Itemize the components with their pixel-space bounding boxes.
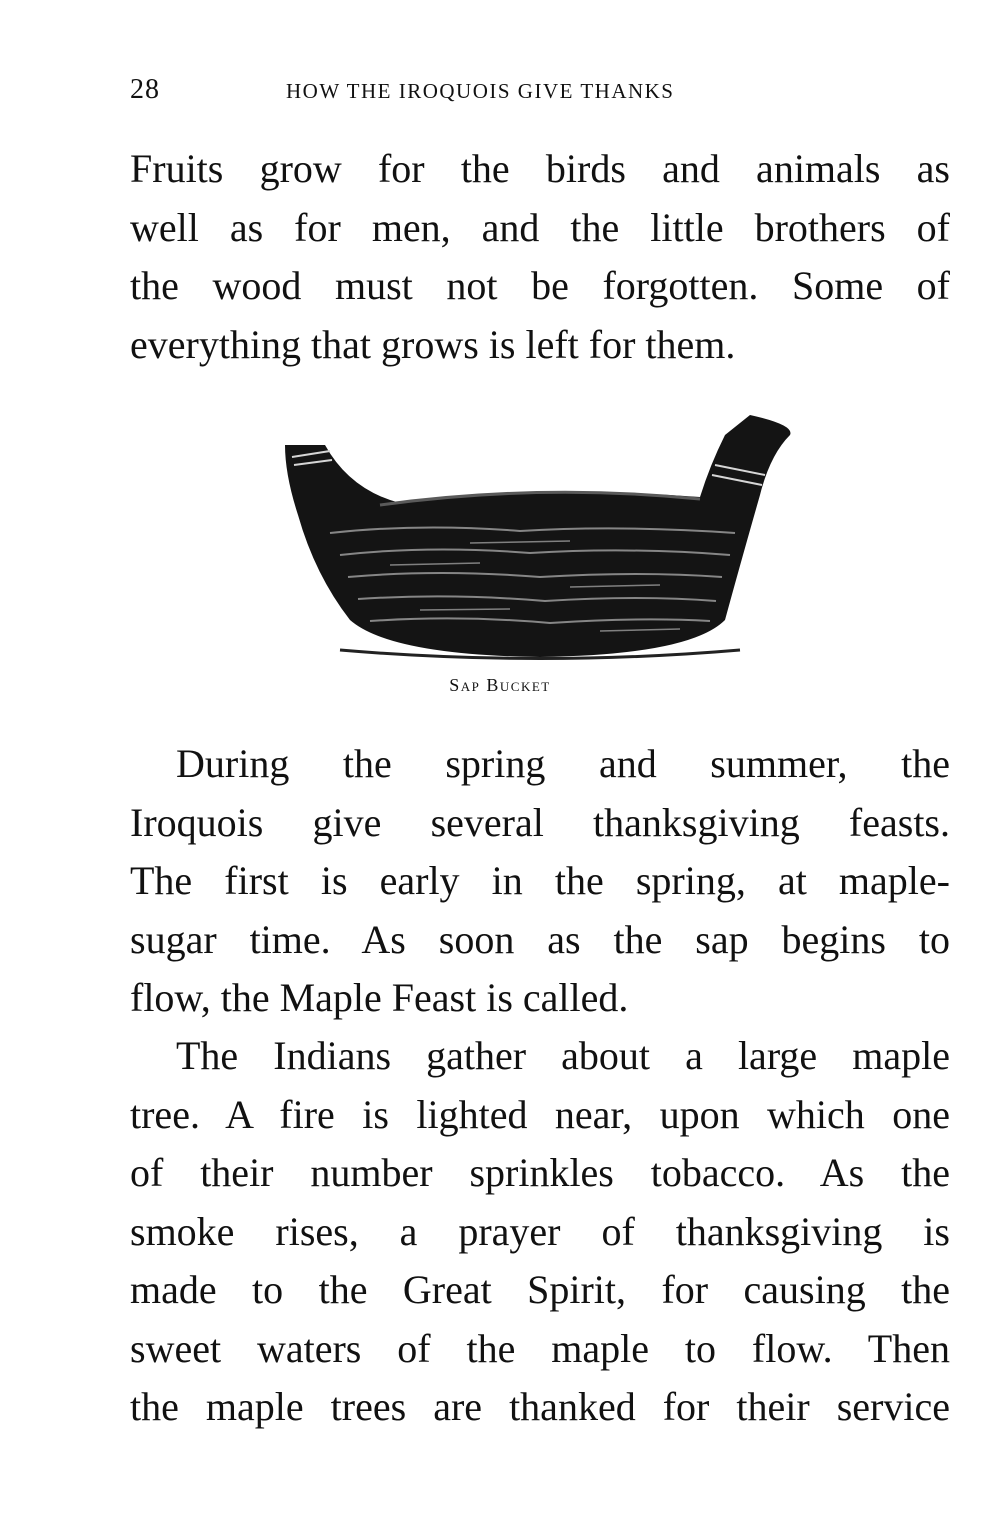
text-line: the wood must not be forgotten. Some of <box>130 263 950 308</box>
paragraph-maple-tree <box>130 1027 950 1437</box>
text-line: sweet waters of the maple to flow. Then <box>130 1325 950 1371</box>
running-head <box>130 74 950 114</box>
text-line: During the spring and summer, the <box>176 741 950 786</box>
running-title: HOW THE IROQUOIS GIVE THANKS <box>286 79 675 103</box>
text-line: of their number sprinkles tobacco. As the <box>130 1150 950 1195</box>
text-line: sugar time. As soon as the sap begins to <box>130 916 950 962</box>
page-number: 28 <box>130 74 160 105</box>
text-line: flow, the Maple Feast is called. <box>130 975 629 1020</box>
paragraph-fruits <box>130 140 950 374</box>
text-line: smoke rises, a prayer of thanksgiving is <box>130 1208 950 1254</box>
text-line: made to the Great Spirit, for causing the <box>130 1267 950 1312</box>
text-line: well as for men, and the little brothers of <box>130 204 950 250</box>
text-line: The first is early in the spring, at maple- <box>130 858 950 903</box>
text-line: everything that grows is left for them. <box>130 321 736 367</box>
text-line: the maple trees are thanked for their service <box>130 1384 950 1429</box>
text-line: tree. A fire is lighted near, upon which one <box>130 1091 950 1137</box>
sap-bucket-illustration <box>270 405 810 670</box>
paragraph-spring-feasts <box>130 735 950 1028</box>
text-line: Iroquois give several thanksgiving feasts. <box>130 799 950 845</box>
text-line: Fruits grow for the birds and animals as <box>130 146 950 191</box>
figure-caption: Sap Bucket <box>449 675 551 695</box>
text-line: The Indians gather about a large maple <box>176 1033 950 1078</box>
